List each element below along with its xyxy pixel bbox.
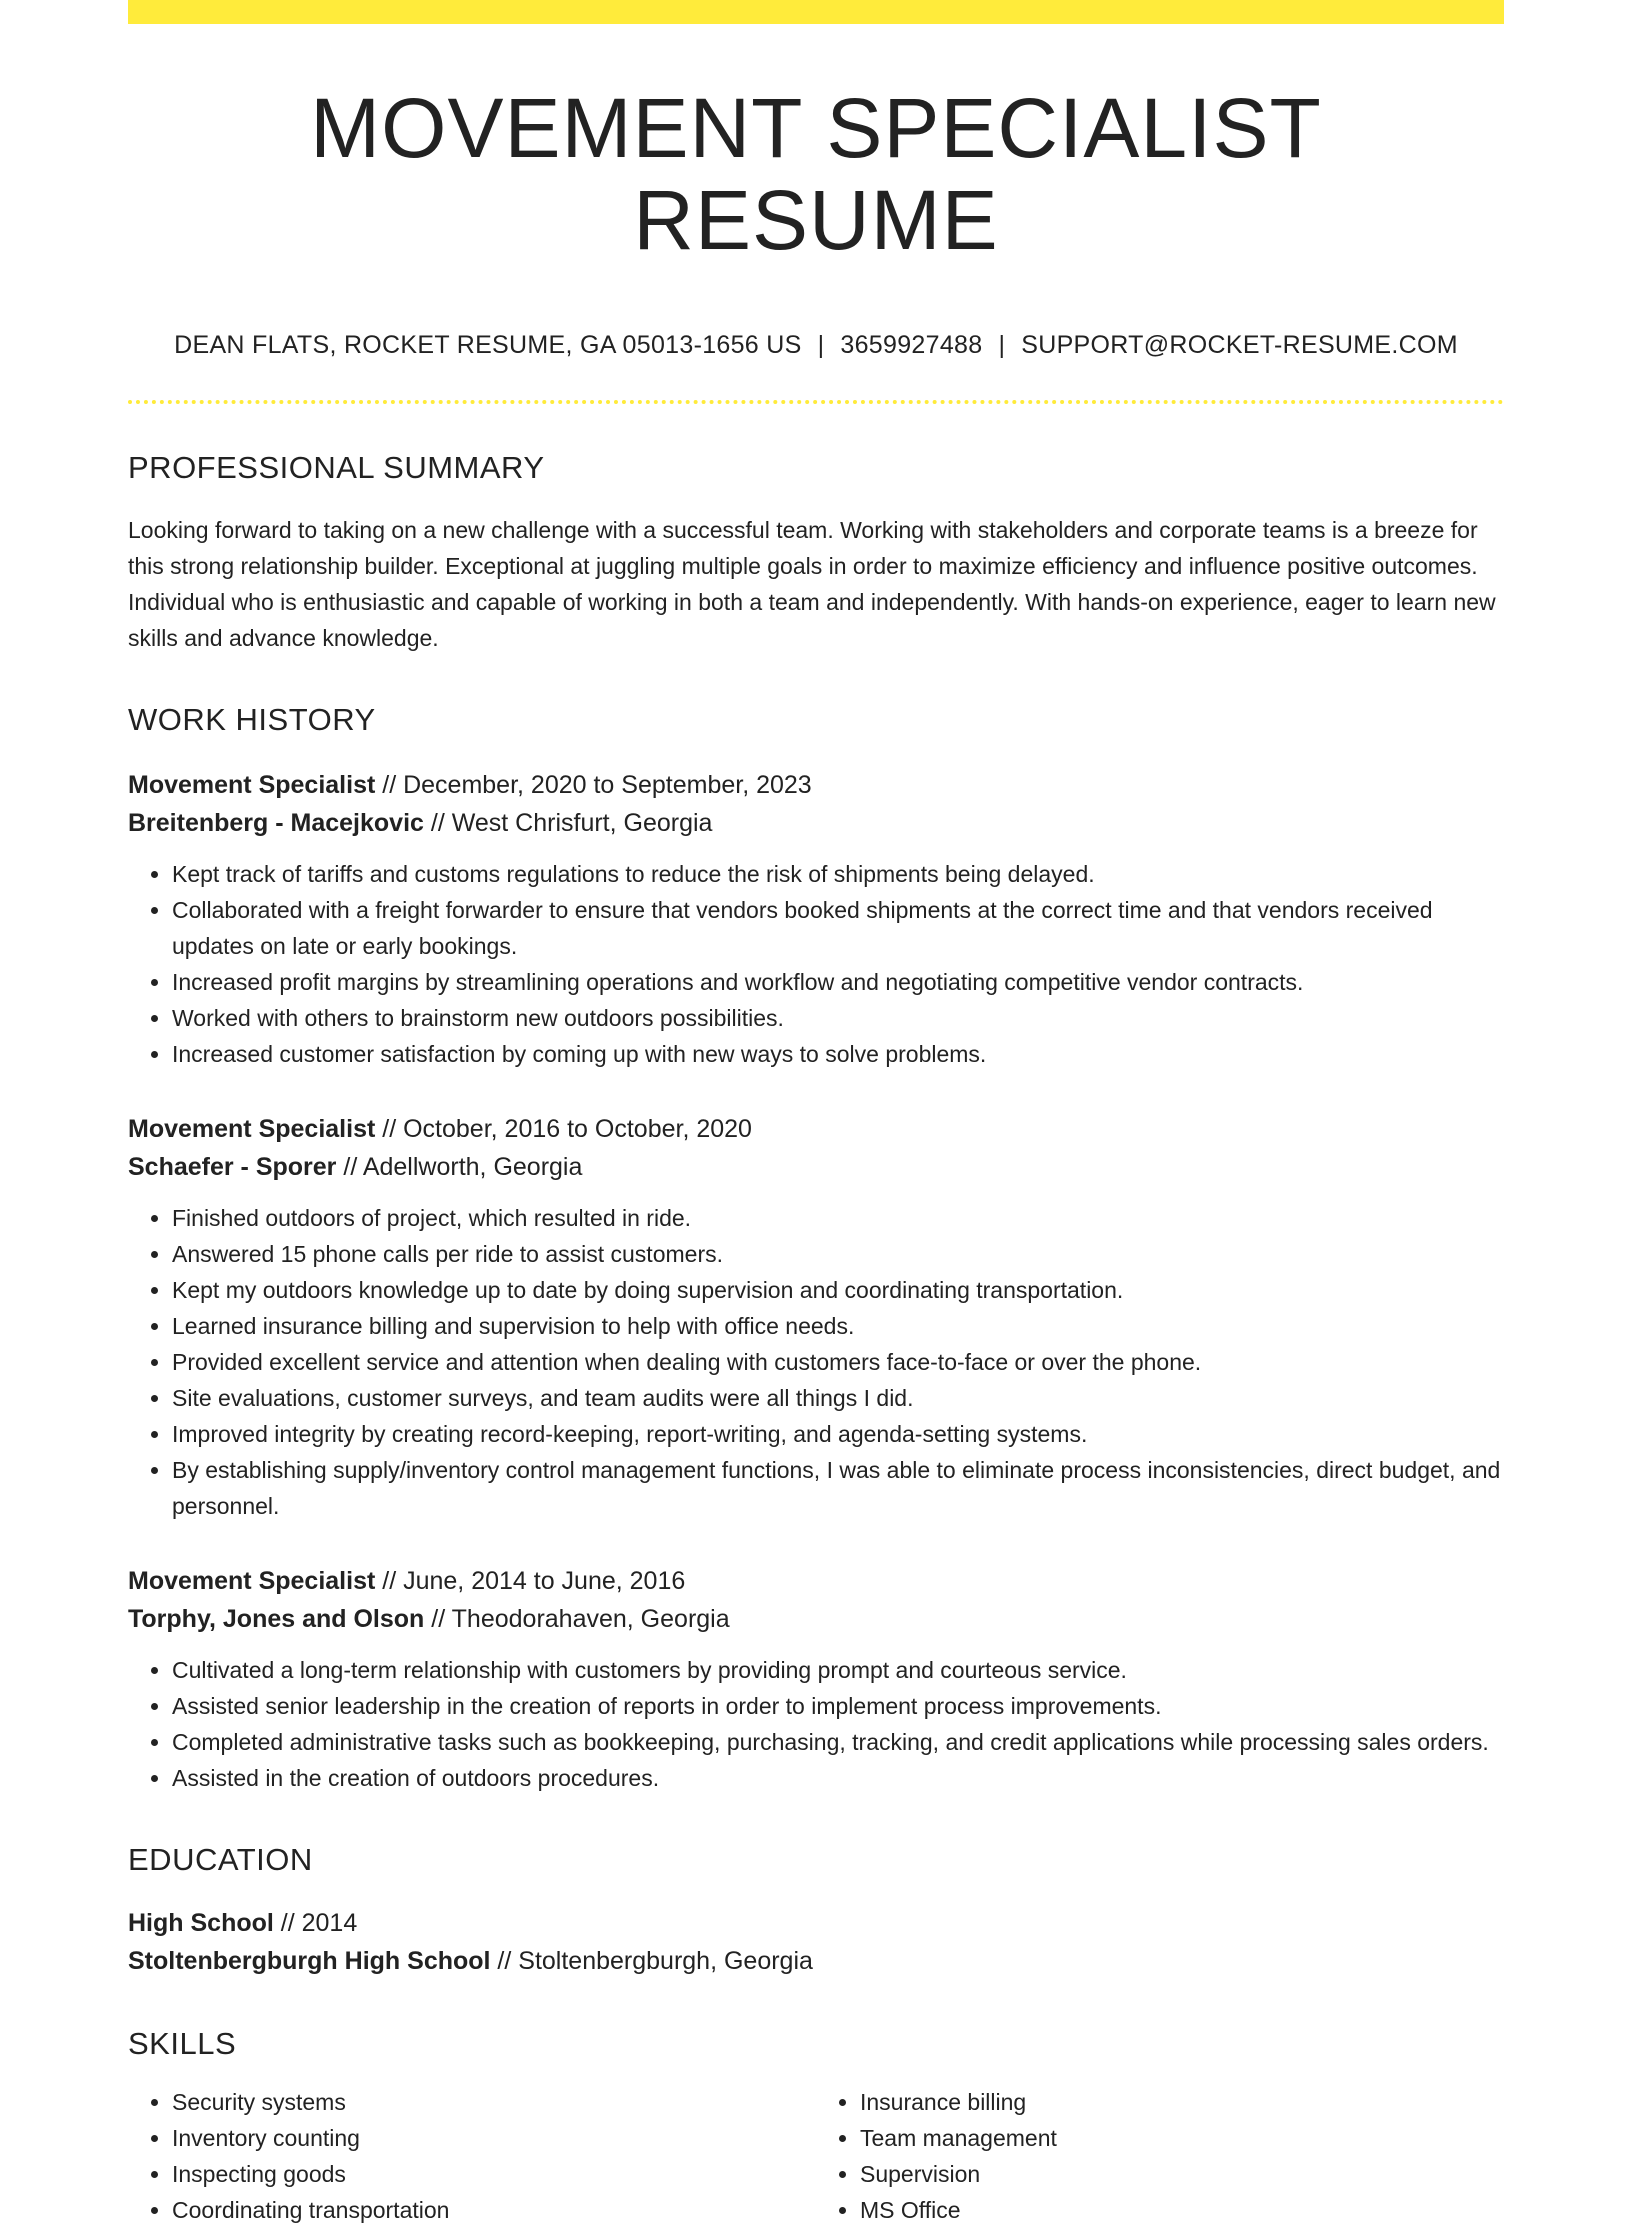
skill-item: • Insurance billing — [860, 2084, 1504, 2120]
job-title: Movement Specialist — [128, 1114, 376, 1143]
skill-item: • Team management — [860, 2120, 1504, 2156]
dotted-divider — [128, 400, 1504, 404]
job-company: Schaefer - Sporer — [128, 1152, 337, 1181]
job-company-line — [128, 1600, 1504, 1638]
contact-email[interactable]: SUPPORT@ROCKET-RESUME.COM — [1021, 330, 1458, 359]
job-entry — [128, 1562, 1504, 1796]
skill-item: • Supervision — [860, 2156, 1504, 2192]
skill-item: • Inventory counting — [172, 2120, 816, 2156]
job-bullet: • Cultivated a long-term relationship with customers by providing prompt and courteous service. — [172, 1652, 1504, 1688]
skill-item: • Security systems — [172, 2084, 816, 2120]
job-bullet: • Collaborated with a freight forwarder to ensure that vendors booked shipments at the correct time and that vendors received updates on late or early bookings. — [172, 892, 1504, 964]
job-bullet: • Site evaluations, customer surveys, and team audits were all things I did. — [172, 1380, 1504, 1416]
job-bullet: • Increased profit margins by streamlining operations and workflow and negotiating competitive vendor contracts. — [172, 964, 1504, 1000]
school-line — [128, 1942, 1504, 1980]
degree: High School — [128, 1908, 274, 1937]
job-bullets — [128, 856, 1504, 1072]
job-company-line — [128, 1148, 1504, 1186]
top-accent-bar — [128, 0, 1504, 24]
job-title-line — [128, 1562, 1504, 1600]
job-bullet: • Improved integrity by creating record-keeping, report-writing, and agenda-setting systems. — [172, 1416, 1504, 1452]
school-location: // Stoltenbergburgh, Georgia — [490, 1946, 813, 1975]
job-entry — [128, 1110, 1504, 1524]
work-history-heading: WORK HISTORY — [128, 701, 376, 737]
job-company: Breitenberg - Macejkovic — [128, 808, 424, 837]
work-history-list — [128, 766, 1504, 1796]
job-location: // West Chrisfurt, Georgia — [423, 808, 713, 837]
resume-title: MOVEMENT SPECIALIST RESUME — [310, 81, 1322, 268]
job-bullet: • Kept my outdoors knowledge up to date by doing supervision and coordinating transportation. — [172, 1272, 1504, 1308]
skills-heading: SKILLS — [128, 2025, 237, 2061]
contact-separator: | — [817, 330, 825, 359]
job-bullets — [128, 1652, 1504, 1796]
skill-item: • Inspecting goods — [172, 2156, 816, 2192]
contact-line — [128, 331, 1504, 360]
contact-separator: | — [998, 330, 1006, 359]
job-dates: // June, 2014 to June, 2016 — [375, 1566, 686, 1595]
skills-column-left — [128, 2084, 816, 2228]
job-bullet: • Assisted senior leadership in the creation of reports in order to implement process improvements. — [172, 1688, 1504, 1724]
job-bullet: • Completed administrative tasks such as bookkeeping, purchasing, tracking, and credit applications while processing sales orders. — [172, 1724, 1504, 1760]
job-bullet: • Learned insurance billing and supervision to help with office needs. — [172, 1308, 1504, 1344]
job-company: Torphy, Jones and Olson — [128, 1604, 425, 1633]
summary-text: Looking forward to taking on a new challenge with a successful team. Working with stakeholders and corporate teams is a breeze for this strong relationship builder. Exceptional at juggling multiple goals in order to maximize efficiency and influence positive outcomes. Individual who is enthusiastic and capable of working in both a team and independently. With hands-on experience, eager to learn new skills and advance knowledge. — [128, 516, 1496, 651]
job-title-line — [128, 766, 1504, 804]
degree-line — [128, 1904, 1504, 1942]
job-location: // Adellworth, Georgia — [336, 1152, 583, 1181]
school-name: Stoltenbergburgh High School — [128, 1946, 491, 1975]
skills-column-right — [816, 2084, 1504, 2228]
job-entry — [128, 766, 1504, 1072]
job-bullet: • Assisted in the creation of outdoors procedures. — [172, 1760, 1504, 1796]
contact-address: DEAN FLATS, ROCKET RESUME, GA 05013-1656 US — [174, 330, 802, 359]
job-bullet: • Worked with others to brainstorm new outdoors possibilities. — [172, 1000, 1504, 1036]
skill-item: • Coordinating transportation — [172, 2192, 816, 2228]
job-title: Movement Specialist — [128, 1566, 376, 1595]
contact-phone: 3659927488 — [840, 330, 983, 359]
job-bullet: • Finished outdoors of project, which resulted in ride. — [172, 1200, 1504, 1236]
job-bullet: • Increased customer satisfaction by coming up with new ways to solve problems. — [172, 1036, 1504, 1072]
job-bullet: • Answered 15 phone calls per ride to assist customers. — [172, 1236, 1504, 1272]
job-title: Movement Specialist — [128, 770, 376, 799]
resume-page — [128, 0, 1504, 2228]
skills-list — [128, 2084, 1504, 2228]
education-heading: EDUCATION — [128, 1841, 313, 1877]
job-location: // Theodorahaven, Georgia — [424, 1604, 730, 1633]
summary-heading: PROFESSIONAL SUMMARY — [128, 449, 545, 485]
job-bullet: • By establishing supply/inventory control management functions, I was able to eliminate process inconsistencies, direct budget, and personnel. — [172, 1452, 1504, 1524]
job-title-line — [128, 1110, 1504, 1148]
job-dates: // October, 2016 to October, 2020 — [375, 1114, 752, 1143]
job-bullet: • Provided excellent service and attention when dealing with customers face-to-face or over the phone. — [172, 1344, 1504, 1380]
skill-item: • MS Office — [860, 2192, 1504, 2228]
degree-year: // 2014 — [273, 1908, 358, 1937]
job-company-line — [128, 804, 1504, 842]
education-entry — [128, 1904, 1504, 1980]
job-dates: // December, 2020 to September, 2023 — [375, 770, 812, 799]
job-bullet: • Kept track of tariffs and customs regulations to reduce the risk of shipments being delayed. — [172, 856, 1504, 892]
job-bullets — [128, 1200, 1504, 1524]
